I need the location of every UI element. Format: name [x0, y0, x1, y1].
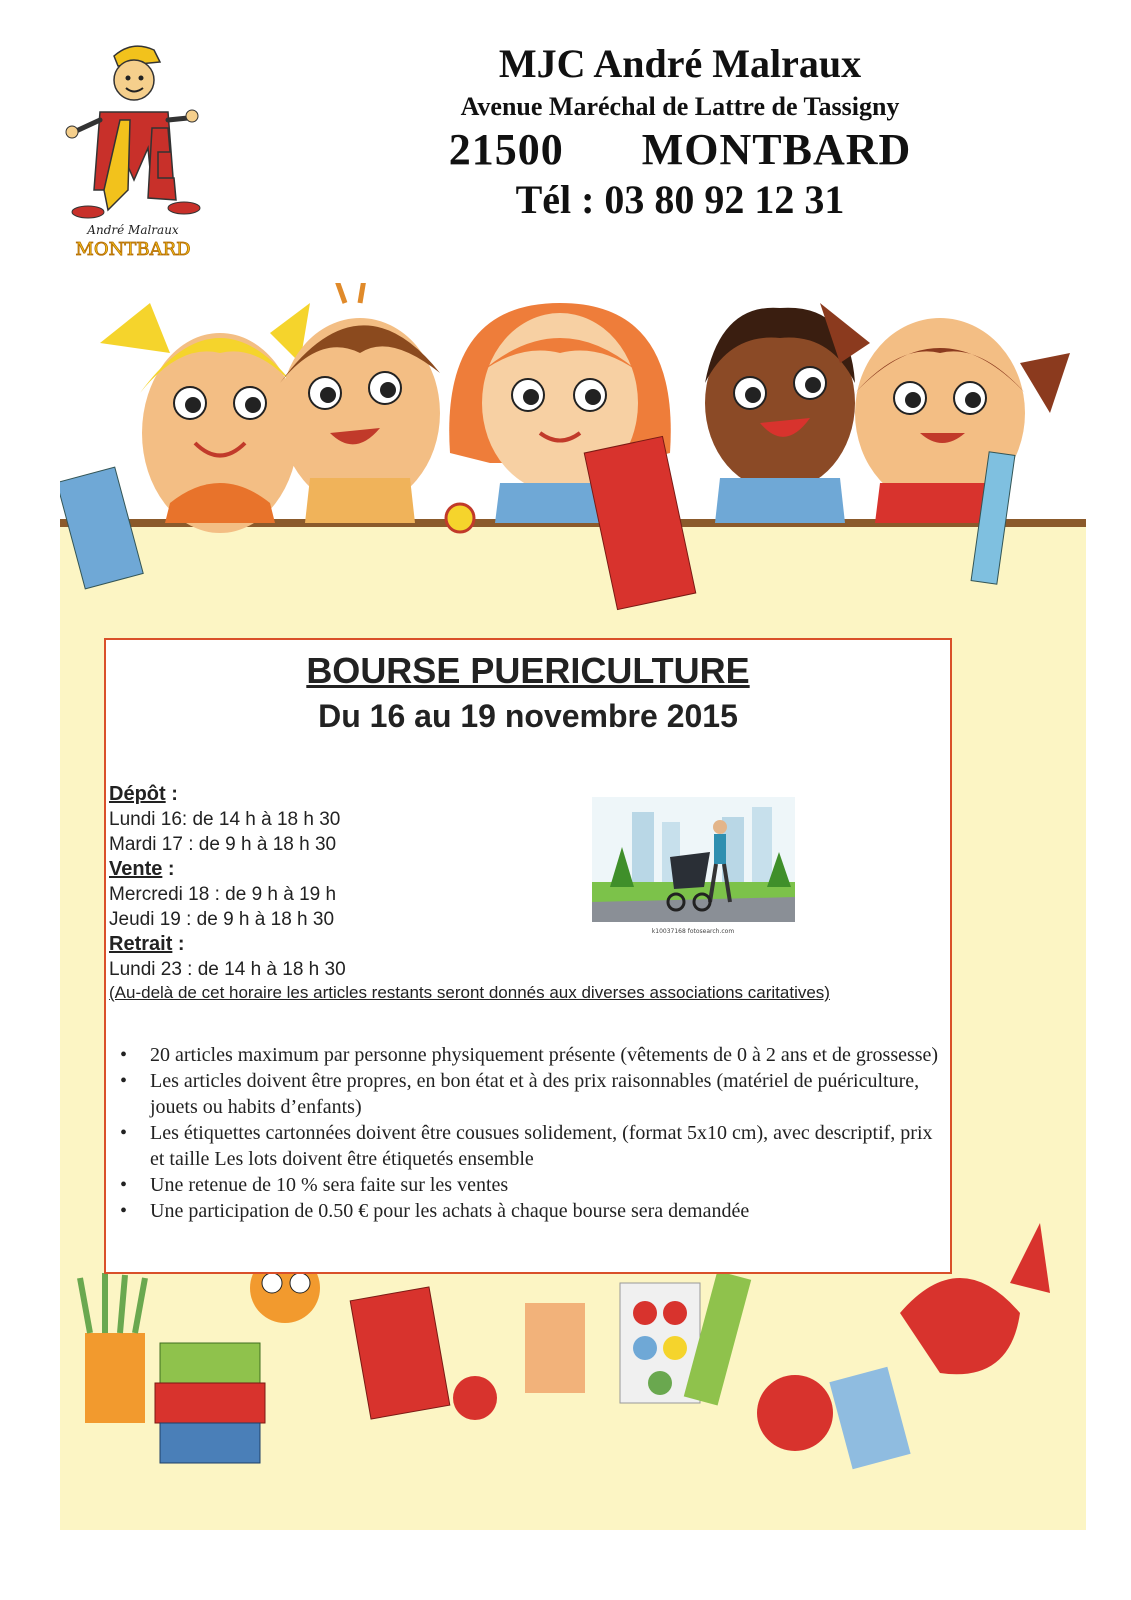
depot-line: Lundi 16: de 14 h à 18 h 30	[109, 809, 341, 830]
bullet: •	[120, 1044, 128, 1066]
rule-item	[114, 1042, 944, 1068]
bullet: •	[120, 1174, 128, 1196]
retrait-note: (Au-delà de cet horaire les articles restants seront donnés aux diverses associations caritatives)	[109, 983, 830, 1002]
organization-street: Avenue Maréchal de Lattre de Tassigny	[460, 92, 900, 121]
retrait-colon: :	[172, 933, 185, 955]
rule-text: Les articles doivent être propres, en bon état et à des prix raisonnables (matériel de puériculture, jouets ou habits d’enfants)	[150, 1070, 920, 1118]
depot-colon: :	[165, 783, 178, 805]
rule-text: Les étiquettes cartonnées doivent être cousues solidement, (format 5x10 cm), avec descriptif, prix et taille Les lots doivent être étiquetés ensemble	[150, 1122, 933, 1170]
organization-name: MJC André Malraux	[498, 41, 862, 86]
bullet: •	[120, 1070, 128, 1092]
event-dates: Du 16 au 19 novembre 2015	[318, 698, 738, 734]
schedule	[109, 782, 929, 1004]
vente-colon: :	[162, 858, 175, 880]
rule-item	[114, 1172, 944, 1198]
stroller-photo	[592, 797, 795, 937]
rule-item	[114, 1068, 944, 1120]
rules-list	[114, 1042, 944, 1224]
rule-item	[114, 1120, 944, 1172]
flower	[446, 504, 474, 532]
rule-text: Une retenue de 10 % sera faite sur les ventes	[150, 1174, 509, 1196]
rule-item	[114, 1198, 944, 1224]
event-title: BOURSE PUERICULTURE	[306, 650, 750, 691]
depot-heading	[109, 782, 929, 807]
rule-text: Une participation de 0.50 € pour les achats à chaque bourse sera demandée	[150, 1200, 750, 1222]
event-info-box	[104, 638, 952, 1274]
bullet: •	[120, 1200, 128, 1222]
bullet: •	[120, 1122, 128, 1144]
organization-city: 21500 MONTBARD	[448, 125, 912, 174]
vente-line: Mercredi 18 : de 9 h à 19 h	[109, 884, 337, 905]
mjc-logo	[48, 40, 218, 265]
kid-blonde	[100, 303, 310, 533]
rule-text: 20 articles maximum par personne physiquement présente (vêtements de 0 à 2 ans et de grossesse)	[150, 1044, 939, 1066]
depot-line: Mardi 17 : de 9 h à 18 h 30	[109, 834, 337, 855]
vente-label: Vente	[109, 858, 163, 880]
retrait-heading	[109, 932, 929, 957]
vente-line: Jeudi 19 : de 9 h à 18 h 30	[109, 909, 335, 930]
retrait-line: Lundi 23 : de 14 h à 18 h 30	[109, 959, 346, 980]
retrait-label: Retrait	[109, 933, 173, 955]
vente-heading	[109, 857, 929, 882]
logo-text-top: André Malraux	[87, 223, 179, 237]
photo-caption: k10037168 fotosearch.com	[651, 928, 735, 935]
logo-text-bottom: MONTBARD	[75, 239, 191, 260]
organization-phone: Tél : 03 80 92 12 31	[515, 177, 845, 222]
depot-label: Dépôt	[109, 783, 166, 805]
kid-pigtails	[820, 303, 1070, 523]
